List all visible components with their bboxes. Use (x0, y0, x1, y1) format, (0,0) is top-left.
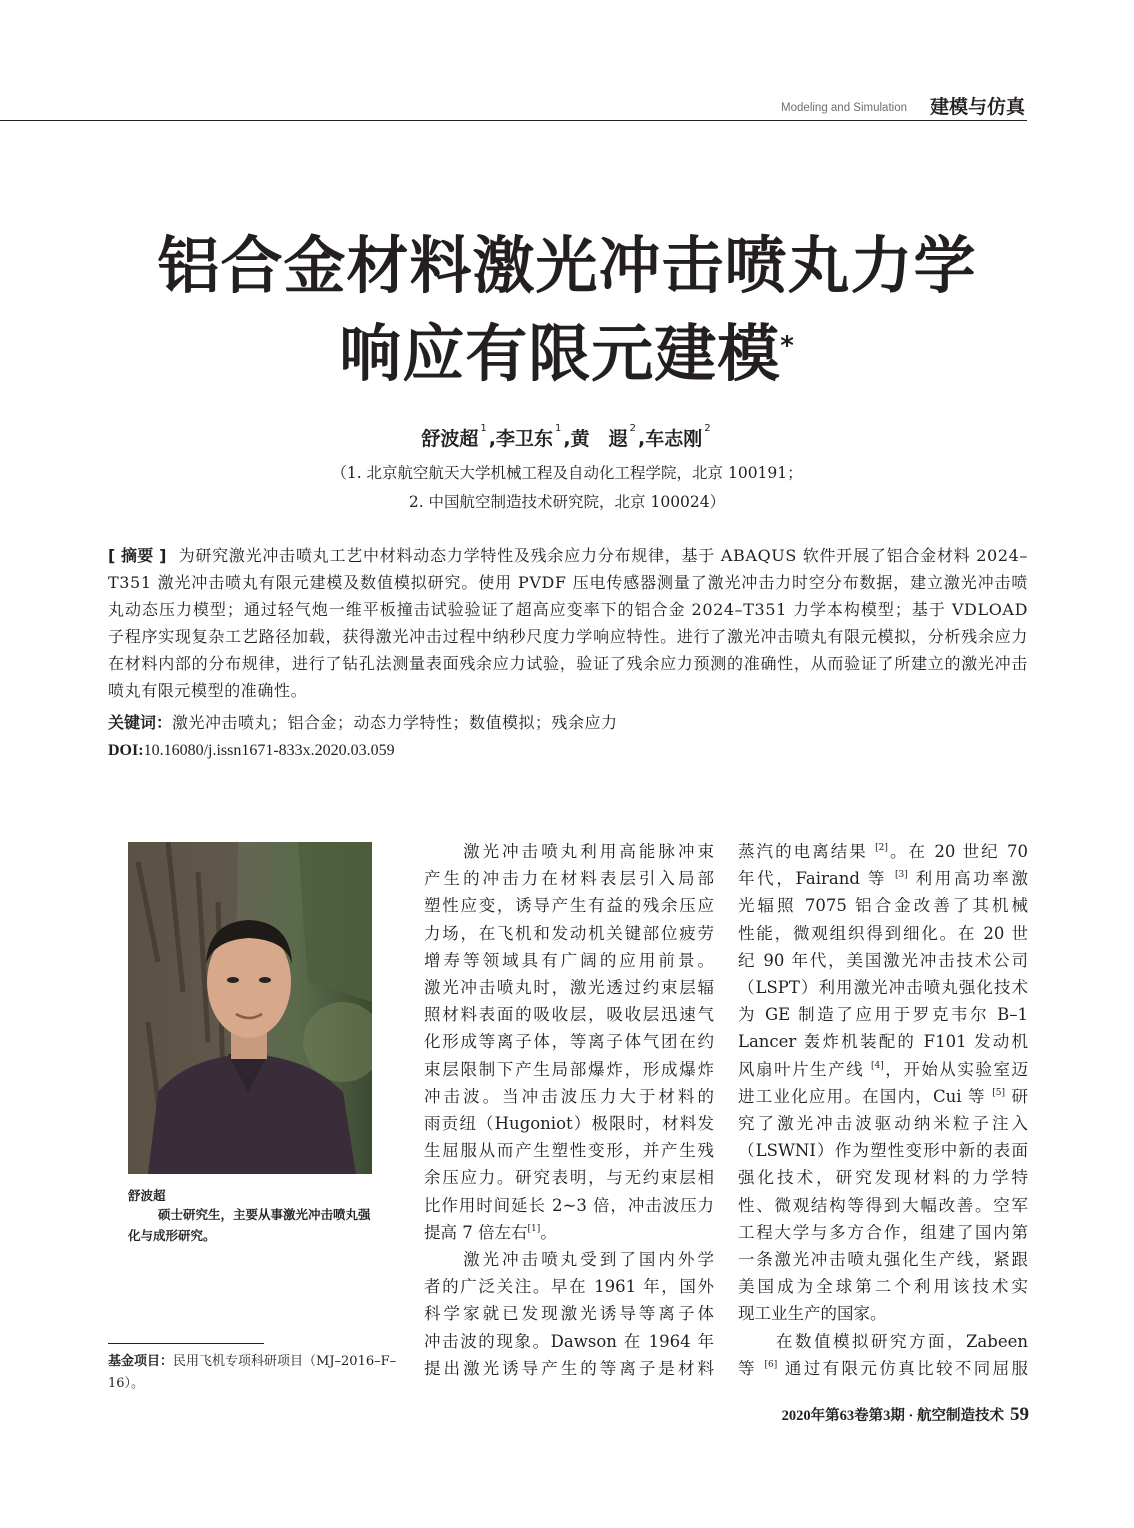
author-name: 车志刚 (645, 428, 703, 450)
funding-label: 基金项目： (108, 1354, 174, 1369)
body-line: 力场，在飞机和发动机关键部位疲劳 (424, 923, 714, 943)
author-list: 舒波超 $^1$ ,李卫东 $^1$ ,黄 遐 $^2$ ,车志刚 $^2$ (421, 423, 711, 450)
body-line (738, 838, 1028, 865)
keywords-text: 激光冲击喷丸；铝合金；动态力学特性；数值模拟；残余应力 (172, 713, 618, 732)
body-line: （LSWNI）作为塑性变形中新的表面 (738, 1141, 1028, 1161)
bio-name: 舒波超 (128, 1188, 166, 1203)
section-label-en: Modeling and Simulation (781, 102, 907, 114)
body-column-right (738, 838, 1028, 1382)
body-line: 一条激光冲击喷丸强化生产线，紧跟 (738, 1250, 1028, 1270)
body-line: 雨贡纽（Hugoniot）极限时，材料发 (424, 1114, 714, 1134)
title-line-1: 铝合金材料激光冲击喷丸力学 (157, 229, 977, 302)
bio-description: 硕士研究生，主要从事激光冲击喷丸强化与成形研究。 (128, 1207, 371, 1243)
body-line: 纪 90 年代，美国激光冲击技术公司 (738, 950, 1028, 970)
keywords (108, 710, 1028, 733)
body-line: 强化技术，研究发现材料的力学特 (738, 1168, 1028, 1188)
body-line-text: 年代，Fairand 等 (738, 869, 887, 889)
body-line-tail: 。在 20 世纪 70 (887, 842, 1028, 861)
citation-ref: [3] (894, 870, 908, 881)
article-title (60, 222, 1074, 398)
section-label-cn: 建模与仿真 (929, 96, 1025, 118)
body-line: 比作用时间延长 2~3 倍，冲击波压力 (424, 1195, 714, 1215)
body-line: 科学家就已发现激光诱导等离子体 (424, 1304, 714, 1324)
title-footnote-mark: * (780, 331, 795, 361)
keywords-label: 关键词： (108, 713, 173, 732)
body-line: 激光冲击喷丸利用高能脉冲束 (424, 842, 714, 861)
citation-ref: [5] (992, 1087, 1006, 1098)
journal-issue: 2020年第63卷第3期 · 航空制造技术 (781, 1408, 1004, 1424)
footnote-rule (108, 1343, 264, 1344)
body-line: 激光冲击喷丸受到了国内外学 (424, 1250, 714, 1270)
author-affiliation-mark: 1 (555, 423, 562, 434)
body-line: 产生的冲击力在材料表层引入局部 (424, 869, 714, 889)
body-line (424, 1219, 714, 1246)
author-photo (128, 842, 372, 1174)
author-name: 李卫东 (496, 428, 554, 450)
page-number: 59 (1010, 1404, 1029, 1425)
page-footer (782, 1404, 1029, 1426)
body-line: 者的广泛关注。早在 1961 年，国外 (424, 1277, 714, 1297)
body-line: 化形成等离子体，等离子体气团在约 (424, 1032, 714, 1052)
body-line: 激光冲击喷丸时，激光透过约束层辐 (424, 978, 714, 998)
author-affiliation-mark: 2 (704, 423, 711, 434)
citation-ref: [4] (871, 1060, 884, 1071)
doi-value: 10.16080/j.issn1671-833x.2020.03.059 (143, 742, 395, 759)
body-line: （LSPT）利用激光冲击喷丸强化技术 (738, 978, 1028, 998)
body-line: 束层限制下产生局部爆炸，形成爆炸 (424, 1059, 714, 1079)
author-name: 黄 遐 (570, 428, 628, 450)
body-line: 冲击波。当冲击波压力大于材料的 (424, 1086, 714, 1106)
funding-text: 民用飞机专项科研项目（MJ–2016–F–16）。 (108, 1354, 397, 1391)
affiliation-line-1: （1. 北京航空航天大学机械工程及自动化工程学院，北京 100191； (331, 464, 803, 482)
doi (108, 740, 395, 760)
body-line (738, 1355, 1028, 1382)
body-line: Lancer 轰炸机装配的 F101 发动机 (738, 1032, 1028, 1052)
funding-note (108, 1351, 398, 1395)
body-line: 余压应力。研究表明，与无约束层相 (424, 1168, 714, 1188)
body-line (738, 1056, 1028, 1083)
body-line: 美国成为全球第二个利用该技术实 (738, 1277, 1028, 1297)
body-line: 究了激光冲击波驱动纳米粒子注入 (738, 1114, 1028, 1134)
body-line: 在数值模拟研究方面，Zabeen (738, 1331, 1028, 1351)
body-line-text: 风扇叶片生产线 (738, 1059, 865, 1079)
body-line: 增寿等领域具有广阔的应用前景。 (424, 950, 714, 970)
body-line: 生屈服从而产生塑性变形，并产生残 (424, 1141, 714, 1161)
body-line-text: 蒸汽的电离结果 (738, 842, 868, 861)
body-line-tail: ，开始从实验室迈 (883, 1059, 1028, 1079)
affiliation-line-2: 2. 中国航空制造技术研究院，北京 100024） (408, 493, 726, 511)
body-line (738, 865, 1028, 892)
body-line (738, 1083, 1028, 1110)
abstract (108, 542, 1028, 704)
title-line-2 (60, 310, 1074, 398)
body-line: 性能，微观组织得到细化。在 20 世 (738, 923, 1028, 943)
running-header (0, 84, 1027, 121)
body-line: 现工业生产的国家。 (738, 1304, 887, 1324)
body-line-tail: 研 (1005, 1086, 1028, 1106)
title-line-2-text: 响应有限元建模 (339, 317, 781, 390)
body-line-text: 提高 7 倍左右 (424, 1222, 528, 1242)
body-line-tail: 通过有限元仿真比较不同屈服 (777, 1358, 1029, 1378)
author-name: 舒波超 (421, 428, 479, 450)
citation-ref: [6] (764, 1359, 778, 1370)
author-affiliation-mark: 2 (629, 423, 636, 434)
author-photo-image (128, 842, 372, 1174)
doi-label: DOI: (108, 742, 144, 759)
body-line: 工程大学与多方合作，组建了国内第 (738, 1222, 1028, 1242)
body-line: 为 GE 制造了应用于罗克韦尔 B–1 (738, 1005, 1028, 1025)
citation-ref: [1] (527, 1223, 541, 1234)
body-line: 塑性应变，诱导产生有益的残余压应 (424, 896, 714, 916)
body-line-tail: 。 (540, 1222, 557, 1242)
body-line: 光辐照 7075 铝合金改善了其机械 (738, 896, 1028, 916)
body-line-text: 等 (738, 1358, 757, 1378)
author-affiliation-mark: 1 (480, 423, 487, 434)
body-line-tail: 利用高功率激 (907, 869, 1029, 889)
citation-ref: [2] (875, 843, 888, 853)
body-line: 提出激光诱导产生的等离子是材料 (424, 1358, 714, 1378)
abstract-label: [ 摘要 ] (108, 546, 167, 565)
body-column-middle (424, 838, 714, 1382)
abstract-text: 为研究激光冲击喷丸工艺中材料动态力学特性及残余应力分布规律，基于 ABAQUS 软件开展了铝合金材料 2024–T351 激光冲击喷丸有限元建模及数值模拟研究。使用 PVDF 压电传感器测量了激光冲击力时空分布数据，建立激光冲击喷丸动态压力模型；通过轻气炮一维平板撞击试验验证了超高应变率下的铝合金 2024–T351 力学本构模型；基于 VDLOAD 子程序实现复杂工艺路径加载，获得激光冲击过程中纳秒尺度力学响应特性。进行了激光冲击喷丸有限元模拟，分析残余应力在材料内部的分布规律，进行了钻孔法测量表面残余应力试验，验证了残余应力预测的准确性，从而验证了所建立的激光冲击喷丸有限元模型的准确性。 (108, 546, 1028, 700)
body-line-text: 进工业化应用。在国内，Cui 等 (738, 1086, 986, 1106)
body-line: 照材料表面的吸收层，吸收层迅速气 (424, 1005, 714, 1025)
body-line: 冲击波的现象。Dawson 在 1964 年 (424, 1331, 714, 1351)
body-line: 性、微观结构等得到大幅改善。空军 (738, 1195, 1028, 1215)
